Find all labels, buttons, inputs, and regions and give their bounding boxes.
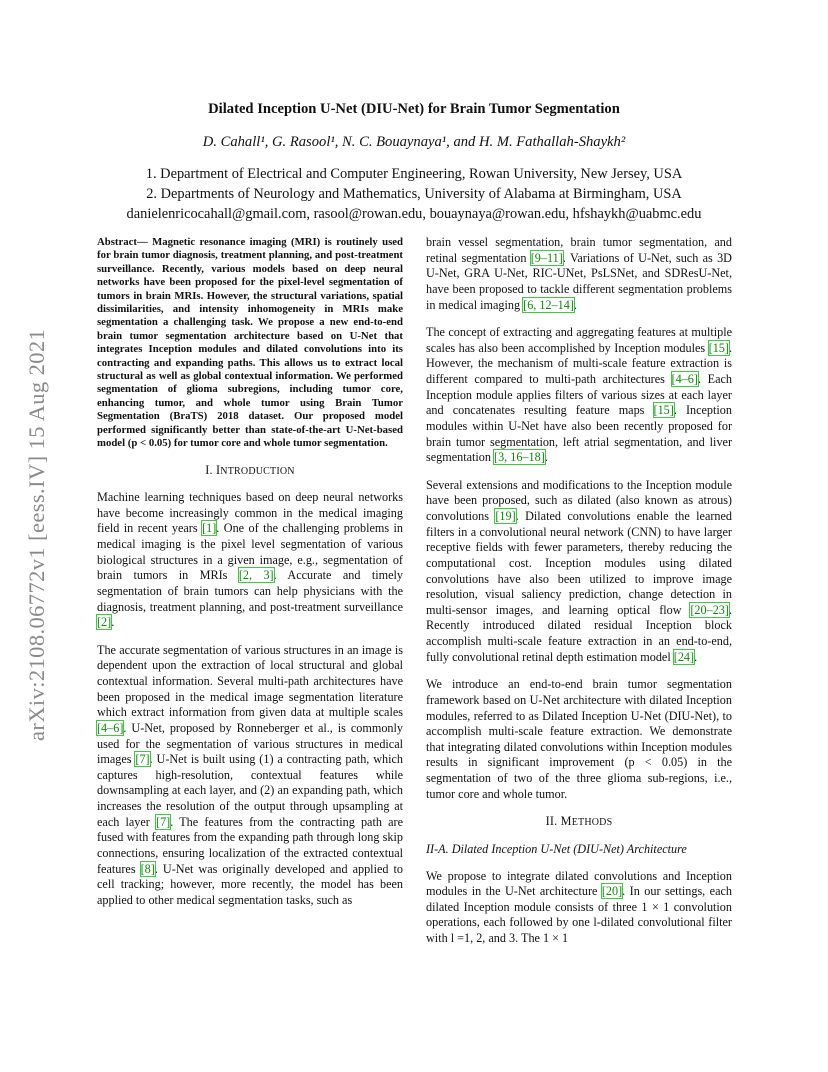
citation-link[interactable]: [19] [495, 509, 516, 523]
affiliation-2: 2. Departments of Neurology and Mathematics, University of Alabama at Birmingham, USA [146, 186, 682, 202]
paper-title: Dilated Inception U-Net (DIU-Net) for Brain Tumor Segmentation [208, 101, 620, 117]
citation-link[interactable]: [8] [140, 861, 155, 876]
citation-link[interactable]: [7] [156, 814, 171, 829]
intro-paragraph-6: We introduce an end-to-end brain tumor segmentation framework based on U-Net architecture with dilated Inception modules, referred to as Dilated Inception U-Net (DIU-Net), to accomplish multi-scale feature extraction. We demonstrate that integrating dilated convolutions within Inception modules results in significant improvement (p < 0.05) in the segmentation of two of the three glioma sub-regions, i.e., tumor core and whole tumor. [426, 677, 732, 801]
citation-link[interactable]: [7] [135, 752, 150, 767]
author-list: D. Cahall¹, G. Rasool¹, N. C. Bouaynaya¹, and H. M. Fathallah-Shaykh² [202, 134, 626, 150]
citation-link[interactable]: [2] [97, 615, 112, 630]
citation-link[interactable]: [6, 12–14] [523, 297, 574, 312]
right-column [426, 235, 732, 947]
arxiv-stamp: arXiv:2108.06772v1 [eess.IV] 15 Aug 2021 [24, 328, 49, 742]
author-emails: danielenricocahall@gmail.com, rasool@rowan.edu, bouaynaya@rowan.edu, hfshaykh@uabmc.edu [126, 206, 702, 222]
intro-paragraph-3: brain vessel segmentation, brain tumor segmentation, and retinal segmentation [9–11]. Variations of U-Net, such as 3D U-Net, GRA U-Net, RIC-UNet, PsLSNet, and SDResU-Net, have been proposed to tackle different segmentation problems in medical imaging [6, 12–14]. [426, 235, 732, 312]
intro-paragraph-2: The accurate segmentation of various structures in an image is dependent upon the extraction of local structural and global contextual information. Several multi-path architectures have been proposed in the medical image segmentation literature which extract information from given data at multiple scales [4–6]. U-Net, proposed by Ronneberger et al., is commonly used for the segmentation of various structures in medical images [7]. U-Net is built using (1) a contracting path, which captures high-resolution, contextual features while downsampling at each layer, and (2) an expanding path, which increases the resolution of the output through upsampling at each layer [7]. The features from the contracting path are fused with features from the expanding path through long skip connections, ensuring localization of the extracted contextual features [8]. U-Net was originally developed and applied to cell tracking; however, more recently, the model has been applied to other medical segmentation tasks, such as [97, 642, 403, 907]
citation-link[interactable]: [15] [708, 340, 729, 355]
subsection-heading: II-A. Dilated Inception U-Net (DIU-Net) Architecture [426, 841, 687, 856]
intro-paragraph-4: The concept of extracting and aggregating features at multiple scales has also been accomplished by Inception modules [15]. However, the mechanism of multi-scale feature extraction is different compared to multi-path architectures [4–6]. Each Inception module applies filters of various sizes at each layer and concatenates resulting feature maps [15]. Inception modules within U-Net have also been recently proposed for brain tumor segmentation, left atrial segmentation, and liver segmentation [3, 16–18]. [426, 325, 732, 465]
intro-paragraph-1: Machine learning techniques based on deep neural networks have become increasingly common in the medical imaging field in recent years [1]. One of the challenging problems in medical imaging is the pixel level segmentation of various biological structures in a given image, e.g., segmentation of brain tumors in MRIs [2, 3]. Accurate and timely segmentation of brain tumors can help physicians with the diagnosis, treatment planning, and post-treatment surveillance [2]. [97, 490, 404, 630]
citation-link[interactable]: [2, 3] [238, 568, 274, 583]
citation-link[interactable]: [24] [673, 649, 695, 664]
section-heading-methods: II. METHODS [545, 814, 613, 829]
affiliation-1: 1. Department of Electrical and Computer Engineering, Rowan University, New Jersey, USA [145, 166, 683, 182]
citation-link[interactable]: [4–6] [671, 372, 698, 386]
left-column [97, 236, 403, 908]
citation-link[interactable]: [9–11] [530, 250, 563, 265]
methods-paragraph-1: We propose to integrate dilated convolutions and Inception modules in the U-Net architecture [20]. In our settings, each dilated Inception module consists of three 1 × 1 convolution operations, each followed by one l-dilated convolutional filter with l =1, 2, and 3. The 1 × 1 [426, 868, 732, 945]
section-heading-introduction: I. INTRODUCTION [205, 462, 295, 477]
citation-link[interactable]: [4–6] [97, 720, 124, 735]
citation-link[interactable]: [20] [601, 884, 623, 899]
abstract-label: Abstract— [97, 236, 148, 248]
citation-link[interactable]: [20–23] [690, 602, 729, 617]
citation-link[interactable]: [15] [653, 403, 674, 418]
citation-link[interactable]: [1] [202, 521, 217, 536]
citation-link[interactable]: [3, 16–18] [494, 450, 545, 465]
intro-paragraph-5: Several extensions and modifications to the Inception module have been proposed, such as dilated (also known as atrous) convolutions [19]. Dilated convolutions enable the learned filters in a convolutional neural network (CNN) to have larger receptive fields with fewer parameters, thereby reducing the computational cost. Inception modules using dilated convolutions have also been utilized to improve image resolution, visual saliency prediction, change detection in multi-sensor images, and learning optical flow [20–23]. Recently introduced dilated residual Inception block accomplish multi-scale feature extraction in an end-to-end, fully convolutional retinal depth estimation model [24]. [426, 477, 733, 664]
abstract-text: Magnetic resonance imaging (MRI) is routinely used for brain tumor diagnosis, treatment planning, and post-treatment surveillance. Recently, various models based on deep neural networks have been proposed for the pixel-level segmentation of tumors in brain MRIs. However, the structural variations, spatial dissimilarities, and intensity inhomogeneity in MRIs make segmentation a challenging task. We propose a new end-to-end brain tumor segmentation architecture based on U-Net that integrates Inception modules and dilated convolutions into its contracting and expanding paths. This allows us to extract local structural as well as global contextual information. We performed segmentation of glioma subregions, including tumor core, enhancing tumor, and whole tumor using Brain Tumor Segmentation (BraTS) 2018 dataset. Our proposed model performed significantly better than state-of-the-art U-Net-based model (p < 0.05) for tumor core and whole tumor segmentation. [97, 236, 403, 450]
abstract [97, 236, 403, 451]
